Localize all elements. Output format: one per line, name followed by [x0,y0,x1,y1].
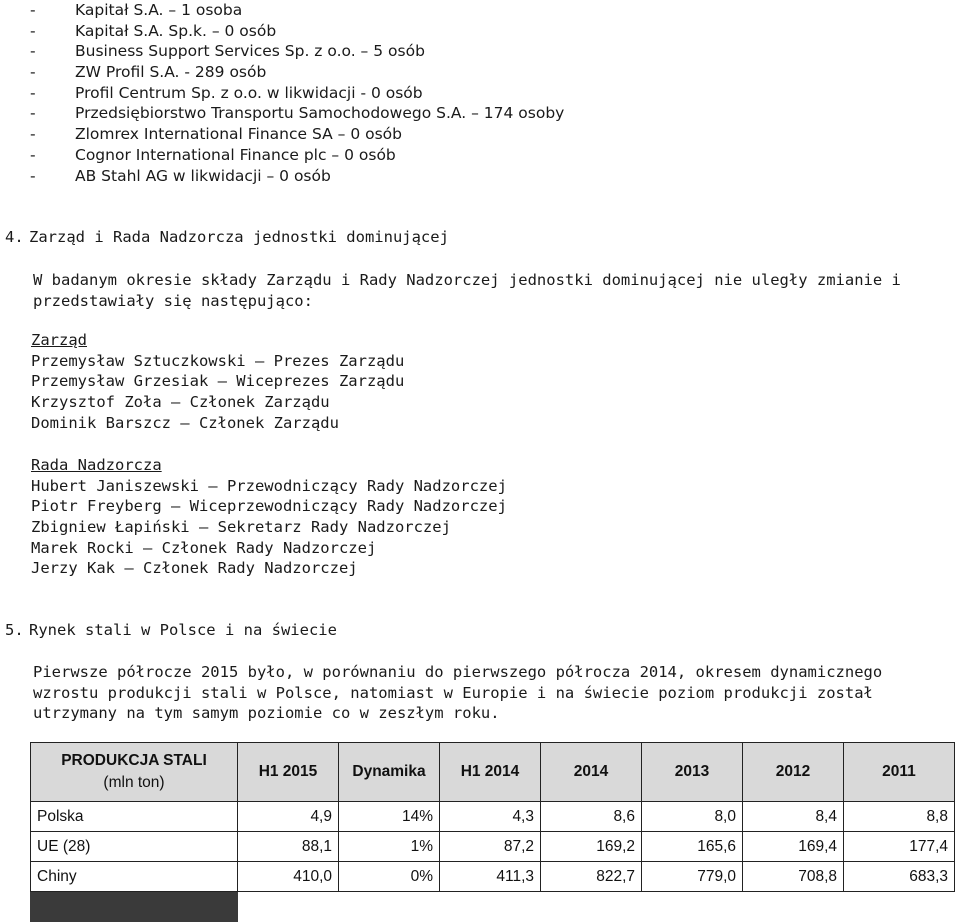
value-cell: 779,0 [642,862,743,892]
supervisory-board-list [31,455,507,579]
value-cell: 411,3 [440,862,541,892]
section-number: 5. [5,621,24,639]
column-header: Dynamika [339,743,440,802]
value-cell: 4,9 [238,802,339,832]
list-item: Przemysław Grzesiak – Wiceprezes Zarządu [31,372,405,391]
list-item: Piotr Freyberg – Wiceprzewodniczący Rady Nadzorczej [31,497,507,516]
value-cell: 683,3 [844,862,955,892]
value-cell: 410,0 [238,862,339,892]
dark-cell [31,892,238,922]
list-item: Marek Rocki – Członek Rady Nadzorczej [31,538,377,557]
section-title: Rynek stali w Polsce i na świecie [29,621,337,639]
table-header-row [31,743,955,802]
value-cell: 165,6 [642,832,743,862]
value-cell: 88,1 [238,832,339,862]
list-item: Przemysław Sztuczkowski – Prezes Zarządu [31,351,405,370]
value-cell: 8,0 [642,802,743,832]
column-header: H1 2015 [238,743,339,802]
value-cell: 169,2 [541,832,642,862]
value-cell: 169,4 [743,832,844,862]
subsidiary-text: AB Stahl AG w likwidacji – 0 osób [75,166,331,185]
list-item: Jerzy Kak – Członek Rady Nadzorczej [31,559,358,578]
column-header: 2012 [743,743,844,802]
document-page: - Kapitał S.A. – 1 osoba - Kapitał S.A. Sp.k. – 0 osób - Business Support Services Sp. z o.o. – 5 osób - ZW Profil S.A. - 289 osób - Profil Centrum Sp. z o.o. w likwidacji - 0 osób - Przedsiębiorstwo Transportu Samochodowego S.A. – 174 osoby - Zlomrex International Finance SA – 0 osób - Cognor International Finance plc – 0 osób - AB Stahl AG w likwidacji – 0 osób 4. Zarząd i Rada Nadzorcza jednostki dominującej W badanym okresie składy Zarządu i Rady Nadzorczej jednostki dominującej nie uległy zmianie i przedstawiały się następująco: Zarząd Przemysław Sztuczkowski – Prezes Zarządu Przemysław Grzesiak – Wiceprezes Zarządu Krzysztof Zoła – Członek Zarządu Dominik Barszcz – Członek Zarządu Rada Nadzorcza Hubert Janiszewski – Przewodniczący Rady Nadzorczej Piotr Freyberg – Wiceprzewodniczący Rady Nadzorczej Zbigniew Łapiński – Sekretarz Rady Nadzorczej Marek Rocki – Członek Rady Nadzorczej Jerzy Kak – Członek Rady Nadzorczej 5. Rynek stali w Polsce i na świecie Pierwsze półrocze 2015 było, w porównaniu do pierwszego półrocza 2014, okresem dynamicznego wzrostu produkcji stali w Polsce, natomiast w Europie i na świecie poziom produkcji został utrzymany na tym samym poziomie co w zeszłym roku. PRODUKCJA STALI (mln ton) H1 2015 Dynamika H1 2014 2014 2013 2012 2011 Polska 4,9 14% 4,3 8,6 8,0 8,4 8,8 UE (28) 88,1 1% 87,2 169,2 165,6 169,4 177,4 Chiny 410,0 0% 411,3 822,7 779,0 708,8 683,3 [0,0,960,919]
value-cell: 708,8 [743,862,844,892]
supervisory-heading: Rada Nadzorcza [31,456,162,474]
section-4-intro: W badanym okresie składy Zarządu i Rady Nadzorczej jednostki dominującej nie uległy zmianie i przedstawiały się następująco: [33,271,901,310]
table-row-partial [31,892,955,922]
table-row [31,832,955,862]
column-header: H1 2014 [440,743,541,802]
steel-production-table [30,742,955,922]
value-cell: 822,7 [541,862,642,892]
value-cell: 8,8 [844,802,955,832]
subsidiary-text: ZW Profil S.A. - 289 osób [75,63,267,82]
country-cell: Polska [31,802,238,832]
table-row [31,862,955,892]
value-cell: 8,6 [541,802,642,832]
section-number: 4. [5,228,24,246]
list-item: Zbigniew Łapiński – Sekretarz Rady Nadzorczej [31,518,451,537]
table-title-cell [31,743,238,802]
list-item: Krzysztof Zoła – Członek Zarządu [31,393,330,412]
value-cell: 14% [339,802,440,832]
subsidiary-text: Kapitał S.A. – 1 osoba [75,1,243,19]
value-cell: 1% [339,832,440,862]
value-cell: 177,4 [844,832,955,862]
list-item: Hubert Janiszewski – Przewodniczący Rady Nadzorczej [31,476,507,495]
subsidiary-text: Business Support Services Sp. z o.o. – 5 osób [75,42,425,61]
value-cell: 87,2 [440,832,541,862]
board-list [31,330,404,433]
country-cell: Chiny [31,862,238,892]
board-heading: Zarząd [31,331,87,349]
section-title: Zarząd i Rada Nadzorcza jednostki dominującej [29,228,449,246]
section-5-paragraph: Pierwsze półrocze 2015 było, w porównaniu do pierwszego półrocza 2014, okresem dynamicznego wzrostu produkcji stali w Polsce, natomiast w Europie i na świecie poziom produkcji został utrzymany na tym samym poziomie co w zeszłym roku. [33,663,883,722]
list-item: Dominik Barszcz – Członek Zarządu [31,413,339,432]
subsidiary-text: Przedsiębiorstwo Transportu Samochodowego S.A. – 174 osoby [75,104,565,123]
table-row [31,802,955,832]
value-cell: 8,4 [743,802,844,832]
table-title: PRODUKCJA STALI [61,752,207,769]
table-unit: (mln ton) [103,774,165,791]
section-4-heading [5,228,449,246]
value-cell: 4,3 [440,802,541,832]
subsidiary-text: Zlomrex International Finance SA – 0 osób [75,125,402,144]
column-header: 2014 [541,743,642,802]
subsidiary-text: Profil Centrum Sp. z o.o. w likwidacji - 0 osób [75,83,423,102]
value-cell: 0% [339,862,440,892]
subsidiary-text: Kapitał S.A. Sp.k. – 0 osób [75,21,277,40]
subsidiary-text: Cognor International Finance plc – 0 osób [75,145,396,164]
section-5-heading [5,621,337,639]
country-cell: UE (28) [31,832,238,862]
column-header: 2013 [642,743,743,802]
column-header: 2011 [844,743,955,802]
